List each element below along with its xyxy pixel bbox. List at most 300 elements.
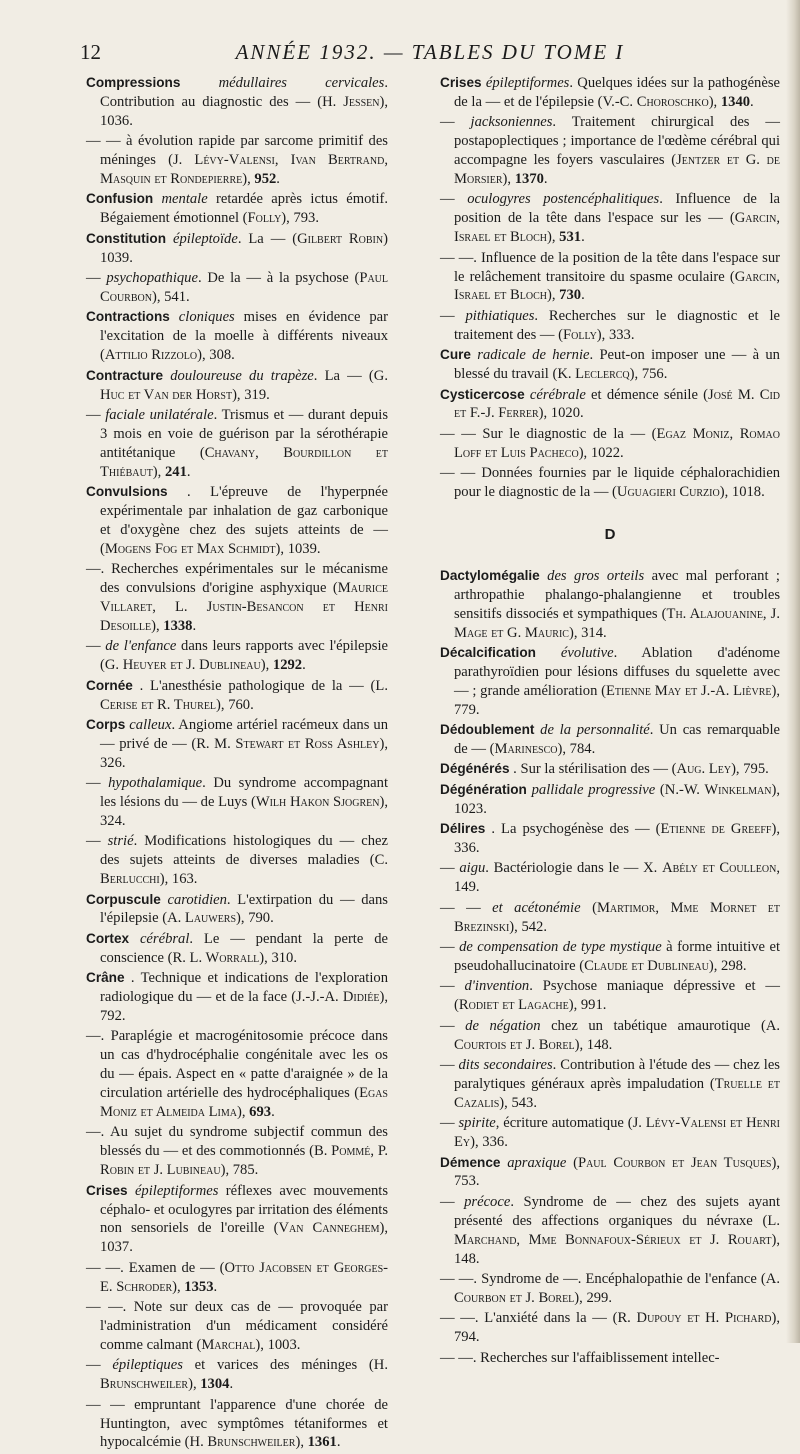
- entry-text: ),: [188, 1376, 201, 1393]
- entry-page-bold: 1370: [514, 171, 544, 188]
- entry-text: .: [750, 93, 754, 110]
- entry-headword: Compressions: [86, 75, 181, 90]
- entry-text: . L'anesthésie pathologique de la — (: [139, 677, 376, 694]
- entry-author: Martimor, Mme Mornet et Brezinski: [454, 899, 780, 935]
- entry-author: Paul Courbon et Jean Tusques: [577, 1154, 772, 1171]
- entry-text: . Le — pendant la perte de conscience (: [100, 930, 388, 966]
- entry-headword: Cysticercose: [440, 386, 525, 402]
- entry-author: J. Lévy-Valensi et Henri Ey: [454, 1115, 780, 1151]
- entry-text: ), 336.: [470, 1134, 508, 1151]
- page-title: ANNÉE 1932. — TABLES DU TOME I: [235, 40, 625, 64]
- entry-text: ), 784.: [557, 741, 596, 757]
- entry-text: . La psychogénèse des — (: [491, 821, 661, 838]
- entry-author: R. Dupouy et H. Pichard: [617, 1310, 772, 1327]
- entry-text: —: [440, 1193, 465, 1210]
- entry-subject: évolutive: [560, 644, 614, 661]
- entry-text: . Psychose maniaque dépressive et — (: [454, 978, 780, 1014]
- entry-author: Abély et Coulleon: [662, 860, 777, 877]
- entry-text: —: [440, 1057, 459, 1073]
- entry-text: ), 1018.: [719, 484, 765, 501]
- entry-author: Folly: [563, 326, 597, 343]
- entry-page-bold: 1304: [200, 1376, 230, 1393]
- entry-text: ), 542.: [509, 918, 547, 935]
- entry-text: ), 1036.: [100, 93, 388, 129]
- entry-subject: de négation: [465, 1017, 541, 1034]
- entry-subject: épileptiformes: [485, 75, 570, 91]
- entry-text: ), 543.: [499, 1094, 537, 1111]
- entry-text: ),: [172, 1278, 185, 1295]
- entry-text: .: [543, 171, 548, 188]
- index-entry: [440, 721, 780, 759]
- entry-text: . Syndrome de — chez des sujets ayant présenté des affections organiques du névraxe (: [454, 1193, 780, 1229]
- entry-text: mises en évidence par l'excitation de la moelle à différents niveaux (: [100, 309, 388, 364]
- entry-subject: psychopathique: [106, 270, 198, 287]
- entry-text: ),: [260, 657, 273, 674]
- entry-headword: Dactylomégalie: [440, 567, 540, 583]
- entry-text: réflexes avec mouvements céphalo- et oculogyres par irritation des éléments non sensoriels de l'oreille (: [100, 1182, 388, 1237]
- entry-subject: de compensation de type mystique: [459, 939, 662, 956]
- index-entry: [86, 1298, 388, 1355]
- entry-text: dans leurs rapports avec l'épilepsie (: [100, 638, 389, 674]
- entry-subject: et acétonémie: [492, 899, 581, 916]
- entry-author: Van Canneghem: [278, 1220, 380, 1237]
- entry-text: —: [86, 833, 108, 850]
- entry-headword: Contracture: [86, 367, 164, 383]
- entry-author: K. Leclercq: [557, 366, 630, 383]
- entry-text: .: [581, 287, 585, 304]
- entry-author: C. Berlucchi: [100, 852, 388, 888]
- entry-text: —. Recherches expérimentales sur le mécanisme des convulsions d'origine asphyxique (: [86, 561, 388, 597]
- entry-author: V.-C. Choroschko: [602, 93, 709, 110]
- entry-headword: Corpuscule: [86, 891, 161, 907]
- entry-headword: Contractions: [86, 309, 170, 325]
- entry-text: —: [86, 1357, 113, 1374]
- right-column-c-entries: [440, 74, 780, 502]
- running-head: [80, 38, 780, 68]
- entry-subject: radicale de hernie: [477, 347, 590, 364]
- entry-author: Etienne May et J.-A. Lièvre: [606, 682, 772, 699]
- entry-page-bold: 1353: [184, 1278, 214, 1295]
- entry-text: . Peut-on imposer une — à un blessé du travail (: [454, 347, 780, 383]
- entry-author: Marchal: [201, 1336, 256, 1353]
- entry-text: —: [86, 406, 106, 423]
- entry-text: .: [186, 463, 191, 480]
- entry-text: (: [580, 899, 597, 916]
- entry-text: . Bactériologie dans le — X.: [485, 860, 663, 877]
- entry-text: . Sur la stérilisation des — (: [513, 761, 677, 778]
- index-entry: [86, 560, 388, 636]
- entry-subject: hypothalamique: [108, 775, 203, 792]
- entry-text: retardée après ictus émotif. Bégaiement émotionnel (: [100, 191, 389, 227]
- entry-text: . Modifications histologiques du — chez des sujets atteints de diverses maladies (: [100, 833, 388, 869]
- entry-text: ), 792.: [100, 989, 388, 1024]
- index-entry: [440, 249, 780, 306]
- entry-page-bold: 1292: [272, 657, 303, 674]
- entry-text: — —. Recherches sur l'affaiblissement intellec-: [440, 1349, 720, 1366]
- entry-text: .: [192, 617, 197, 634]
- entry-text: ),: [502, 171, 515, 188]
- entry-subject: médullaires cervicales: [218, 75, 385, 91]
- index-entry: [86, 891, 388, 929]
- index-entry: [440, 1193, 780, 1269]
- entry-text: — — Sur le diagnostic de la — (: [440, 425, 657, 442]
- entry-text: ), 795.: [731, 761, 769, 778]
- entry-text: ), 1003.: [255, 1336, 301, 1353]
- entry-text: . Traitement chirurgical des — postapoplectiques ; importance de l'œdème cérébral qui accompagne les foyers vasculaires (: [454, 114, 780, 169]
- index-entry: [86, 74, 388, 131]
- entry-author: Uguagieri Curzio: [616, 484, 720, 501]
- index-entry: [440, 386, 780, 424]
- index-entry: [440, 1017, 780, 1055]
- index-entry: [86, 677, 388, 715]
- entry-subject: dits secondaires: [458, 1057, 553, 1073]
- entry-author: A. Courtois et J. Borel: [454, 1017, 781, 1053]
- entry-text: ), 790.: [236, 910, 274, 927]
- entry-text: (: [655, 781, 665, 798]
- entry-text: (: [566, 1154, 578, 1171]
- entry-text: ), 314.: [568, 624, 607, 641]
- entry-author: Garcin, Israel et Bloch: [454, 268, 780, 304]
- index-entry: [440, 1270, 780, 1308]
- entry-subject: spirite: [458, 1115, 496, 1132]
- index-entry: [440, 1349, 780, 1368]
- entry-page-bold: 241: [164, 463, 187, 480]
- entry-author: Th. Alajouanine, J. Mage et G. Mauric: [454, 605, 780, 641]
- index-entry: [440, 899, 780, 937]
- entry-text: ), 326.: [100, 735, 388, 771]
- index-entry: [86, 774, 388, 831]
- entry-author: J.-J.-A. Didiée: [296, 989, 380, 1006]
- entry-text: . L'épreuve de l'hyperpnée expérimentale par inhalation de gaz carbonique et d'oxygène chez des sujets atteints de — (: [100, 484, 388, 557]
- entry-text: .: [276, 171, 280, 188]
- entry-text: ), 298.: [708, 957, 747, 974]
- index-entry: [86, 930, 388, 968]
- entry-subject: d'invention: [464, 978, 530, 995]
- entry-text: ),: [708, 93, 721, 110]
- entry-headword: Corps: [86, 716, 126, 732]
- entry-page-bold: 531: [559, 229, 582, 246]
- entry-author: R. L. Worrall: [172, 949, 260, 966]
- entry-text: ), 785.: [220, 1162, 259, 1179]
- entry-subject: douloureuse du trapèze: [170, 367, 314, 384]
- entry-author: Otto Jacobsen et Georges-E. Schroder: [100, 1259, 389, 1295]
- entry-text: . Ablation d'adénome parathyroïdien pour lésions diffuses du squelette avec — ; grande amélioration (: [454, 644, 780, 699]
- entry-page-bold: 1338: [163, 617, 193, 634]
- entry-text: —: [440, 860, 460, 877]
- entry-subject: jacksoniennes: [470, 114, 553, 131]
- entry-headword: Cure: [440, 347, 471, 363]
- entry-author: Marinesco: [494, 741, 558, 757]
- index-entry: [440, 859, 780, 897]
- entry-text: . La — (: [237, 230, 298, 247]
- entry-text: — —. Examen de — (: [86, 1259, 225, 1276]
- index-entry: [86, 230, 388, 268]
- entry-text: —: [440, 114, 471, 131]
- entry-subject: strié: [107, 833, 134, 850]
- entry-subject: des gros orteils: [547, 567, 645, 584]
- entry-text: — —. Influence de la position de la tête dans l'espace sur le relâchement transitoire du spasme oculaire (: [440, 249, 780, 285]
- left-column: [86, 74, 388, 1454]
- entry-text: ),: [237, 1104, 250, 1121]
- index-entry: [86, 1396, 388, 1453]
- index-entry: [86, 367, 388, 405]
- entry-subject: épileptoïde: [172, 230, 238, 247]
- index-entry: [86, 190, 388, 228]
- entry-subject: de l'enfance: [105, 638, 177, 655]
- entry-text: , écriture automatique (: [495, 1115, 633, 1132]
- entry-headword: Démence: [440, 1154, 501, 1170]
- entry-subject: épileptiformes: [134, 1182, 219, 1199]
- entry-text: — — empruntant l'apparence d'une chorée de Huntington, avec symptômes tétaniformes et hypocalcémie (: [86, 1396, 388, 1451]
- page-number: 12: [80, 40, 101, 64]
- index-entry: [440, 464, 780, 502]
- entry-text: . Quelques idées sur la pathogénèse de la — et de l'épilepsie (: [454, 75, 780, 110]
- entry-author: Maurice Villaret, L. Justin-Besancon et Henri Desoille: [100, 580, 388, 634]
- entry-author: Egaz Moniz, Romao Loff et Luis Pacheco: [454, 425, 780, 461]
- entry-text: . Un cas remarquable de — (: [454, 722, 780, 757]
- entry-text: .: [213, 1278, 218, 1295]
- entry-author: Folly: [247, 210, 282, 227]
- entry-text: . La — (: [313, 367, 374, 384]
- entry-text: ),: [151, 617, 164, 634]
- entry-text: .: [229, 1376, 234, 1393]
- entry-text: , 149.: [454, 860, 781, 896]
- entry-text: ), 1022.: [578, 444, 624, 461]
- entry-headword: Cortex: [86, 930, 130, 946]
- entry-subject: faciale unilatérale: [105, 406, 214, 423]
- index-entry: [440, 346, 780, 384]
- entry-subject: pithiatiques: [465, 307, 535, 324]
- index-entry: [440, 644, 780, 720]
- entry-author: Garcin, Israel et Bloch: [454, 210, 780, 246]
- index-entry: [440, 74, 780, 112]
- entry-text: —: [440, 939, 460, 956]
- entry-author: Etienne de Greeff: [660, 821, 772, 838]
- entry-text: ), 794.: [454, 1310, 780, 1346]
- entry-text: ), 1039.: [275, 540, 321, 557]
- entry-author: L. Marchand, Mme Bonnafoux-Sérieux et J. Rouart: [454, 1212, 780, 1248]
- entry-text: ), 148.: [574, 1036, 613, 1053]
- entry-headword: Confusion: [86, 191, 154, 207]
- entry-text: —: [440, 191, 468, 208]
- index-entry: [440, 938, 780, 976]
- entry-text: ) 1039.: [100, 230, 388, 266]
- entry-headword: Crâne: [86, 970, 125, 986]
- page-edge-shadow: [786, 0, 800, 1343]
- entry-text: à forme intuitive et pseudohallucinatoire (: [454, 939, 781, 974]
- section-letter: D: [604, 525, 616, 543]
- entry-author: Wilh Hakon Sjogren: [255, 794, 380, 811]
- index-entry: [86, 1123, 388, 1180]
- entry-text: . Du syndrome accompagnant les lésions du — de Luys (: [100, 775, 388, 811]
- entry-text: ),: [242, 171, 255, 188]
- entry-headword: Convulsions: [86, 484, 168, 500]
- index-entry: [86, 637, 388, 675]
- index-entry: [440, 1154, 780, 1192]
- entry-headword: Crises: [86, 1182, 128, 1198]
- index-entry: [86, 1259, 388, 1297]
- entry-author: N.-W. Winkelman: [664, 781, 772, 798]
- entry-text: ), 336.: [454, 821, 780, 857]
- entry-subject: calleux: [129, 716, 172, 733]
- entry-author: L. Cerise et R. Thurel: [100, 677, 388, 713]
- entry-author: Attilio Rizzolo: [104, 347, 198, 364]
- entry-text: ), 756.: [629, 366, 668, 383]
- index-entry: [86, 1027, 388, 1122]
- index-entry: [86, 1356, 388, 1394]
- entry-text: . Influence de la position de la tête dans l'espace sur les — (: [454, 191, 780, 227]
- entry-text: ), 148.: [454, 1231, 780, 1267]
- entry-text: —: [440, 307, 466, 324]
- index-entry: [86, 308, 388, 365]
- entry-text: ), 1037.: [100, 1220, 388, 1256]
- entry-subject: cérébral: [139, 930, 190, 947]
- entry-headword: Dédoublement: [440, 722, 535, 738]
- entry-page-bold: 1361: [307, 1434, 337, 1451]
- index-entry: [86, 269, 388, 307]
- entry-text: ), 760.: [216, 696, 254, 713]
- entry-text: . Technique et indications de l'exploration radiologique du — et de la face (: [100, 970, 388, 1006]
- entry-headword: Délires: [440, 821, 486, 837]
- entry-text: —: [86, 638, 106, 655]
- index-entry: [440, 307, 780, 345]
- index-entry: [440, 113, 780, 189]
- entry-subject: épileptiques: [112, 1357, 183, 1374]
- entry-subject: précoce: [464, 1193, 511, 1210]
- index-entry: [440, 425, 780, 463]
- entry-author: José M. Cid et F.-J. Ferrer: [454, 386, 780, 422]
- entry-author: G. Heuyer et J. Dublineau: [104, 657, 261, 674]
- entry-author: J. Lévy-Valensi, Ivan Bertrand, Masquin et Rondepierre: [100, 152, 388, 188]
- entry-text: ), 308.: [197, 347, 235, 364]
- right-column: [440, 74, 780, 1369]
- entry-author: H. Brunschweiler: [189, 1434, 296, 1451]
- entry-text: —. Au sujet du syndrome subjectif commun des blessés du — et des commotionnés (: [86, 1124, 388, 1160]
- entry-text: . De la — à la psychose (: [197, 270, 360, 287]
- index-entry: [440, 977, 780, 1015]
- entry-subject: oculogyres postencéphalitiques: [467, 191, 660, 208]
- index-entry: [86, 406, 388, 482]
- index-entry: [86, 969, 388, 1026]
- entry-author: H. Brunschweiler: [100, 1357, 388, 1393]
- entry-text: ), 310.: [259, 949, 297, 966]
- entry-subject: pallidale progressive: [531, 781, 656, 798]
- entry-text: ),: [152, 463, 165, 480]
- index-entry: [440, 781, 780, 819]
- entry-page-bold: 952: [254, 171, 277, 188]
- entry-text: — —: [440, 899, 493, 916]
- index-entry: [440, 567, 780, 643]
- entry-subject: cérébrale: [529, 386, 586, 403]
- entry-text: . Contribution à l'étude des — chez les paralytiques généraux après impaludation (: [454, 1057, 780, 1092]
- entry-text: chez un tabétique amaurotique (: [540, 1017, 766, 1034]
- entry-text: ), 163.: [159, 871, 198, 888]
- entry-author: Egas Moniz et Almeida Lima: [100, 1085, 388, 1121]
- entry-text: ), 1023.: [454, 781, 780, 817]
- entry-subject: cloniques: [178, 309, 235, 326]
- entry-text: ),: [547, 287, 560, 304]
- index-entry: [440, 760, 780, 779]
- entry-author: Truelle et Cazalis: [454, 1075, 780, 1111]
- entry-author: G. Huc et Van der Horst: [100, 367, 388, 403]
- entry-text: — — à évolution rapide par sarcome primitif des méninges (: [86, 133, 388, 169]
- entry-text: —: [86, 270, 107, 287]
- index-entry: [86, 483, 388, 559]
- entry-text: et démence sénile (: [585, 386, 709, 403]
- entry-text: avec mal perforant ; arthropathie phalango-phalangienne et troubles sensitifs dissociés et sympathiques (: [454, 567, 780, 622]
- entry-page-bold: 1340: [720, 93, 751, 110]
- entry-author: A. Courbon et J. Borel: [454, 1270, 780, 1306]
- entry-text: .: [271, 1104, 275, 1121]
- entry-text: et varices des méninges (: [182, 1357, 374, 1374]
- entry-headword: Crises: [440, 75, 482, 90]
- entry-text: ), 299.: [574, 1289, 612, 1306]
- entry-author: Mogens Fog et Max Schmidt: [104, 540, 276, 557]
- entry-page-bold: 730: [559, 287, 582, 304]
- entry-subject: de la personnalité: [540, 722, 650, 739]
- index-entry: [440, 190, 780, 247]
- entry-subject: aigu: [459, 860, 486, 877]
- entry-text: —: [440, 978, 465, 995]
- entry-text: —: [440, 1115, 459, 1132]
- entry-text: — —. Syndrome de —. Encéphalopathie de l'enfance (: [440, 1270, 766, 1287]
- entry-text: — —. Note sur deux cas de — provoquée par l'administration d'un médicament considéré comme calmant (: [86, 1299, 388, 1353]
- entry-text: ), 319.: [232, 386, 270, 403]
- index-entry: [86, 832, 388, 889]
- index-entry: [440, 1114, 780, 1152]
- entry-text: .: [581, 229, 585, 246]
- index-entry: [86, 716, 388, 773]
- entry-text: — —. L'anxiété dans la — (: [440, 1310, 618, 1327]
- entry-author: Aug. Ley: [676, 761, 732, 778]
- entry-text: ), 753.: [454, 1154, 781, 1190]
- right-column-d-entries: [440, 567, 780, 1368]
- index-entry: [440, 1056, 780, 1113]
- entry-text: ), 333.: [596, 326, 635, 343]
- entry-text: ),: [547, 229, 560, 246]
- entry-author: Paul Courbon: [100, 270, 388, 305]
- entry-headword: Dégénérés: [440, 761, 510, 777]
- entry-author: Gilbert Robin: [297, 230, 384, 247]
- entry-text: ), 779.: [454, 682, 780, 718]
- index-entry: [440, 1309, 780, 1347]
- entry-text: . Angiome artériel racémeux dans un — privé de — (: [100, 716, 388, 752]
- entry-headword: Constitution: [86, 230, 167, 246]
- entry-author: Jentzer et G. de Morsier: [454, 152, 780, 188]
- entry-author: B. Pommé, P. Robin et J. Lubineau: [100, 1143, 388, 1179]
- entry-text: ), 541.: [151, 288, 190, 305]
- entry-text: —: [440, 1017, 466, 1034]
- entry-text: ), 1020.: [538, 405, 584, 422]
- entry-text: ), 793.: [281, 210, 319, 227]
- entry-author: A. Lauwers: [167, 910, 237, 927]
- entry-text: . Recherches sur le diagnostic et le traitement des — (: [454, 307, 780, 343]
- entry-author: R. M. Stewart et Ross Ashley: [196, 735, 380, 752]
- entry-text: . Trismus et — durant depuis 3 mois en voie de guérison par la sérothérapie antitétanique (: [100, 406, 388, 461]
- entry-subject: carotidien: [167, 891, 227, 908]
- entry-author: H. Jessen: [322, 93, 380, 110]
- index-entry: [440, 820, 780, 858]
- entry-text: —. Paraplégie et macrogénitosomie précoce dans un cas d'hydrocéphalie congénitale avec les os du — épais. Aspect en « patte d'araignée » de la circulation artérielle des hydrocéphaliques (: [86, 1028, 388, 1102]
- entry-text: .: [336, 1434, 341, 1451]
- entry-author: Claude et Dublineau: [584, 957, 709, 974]
- entry-text: .: [302, 657, 306, 674]
- entry-text: ), 991.: [568, 997, 607, 1014]
- entry-text: . L'extirpation du — dans l'épilepsie (: [100, 891, 388, 927]
- entry-text: ), 324.: [100, 794, 389, 829]
- index-entry: [86, 1182, 388, 1258]
- entry-subject: mentale: [161, 191, 208, 208]
